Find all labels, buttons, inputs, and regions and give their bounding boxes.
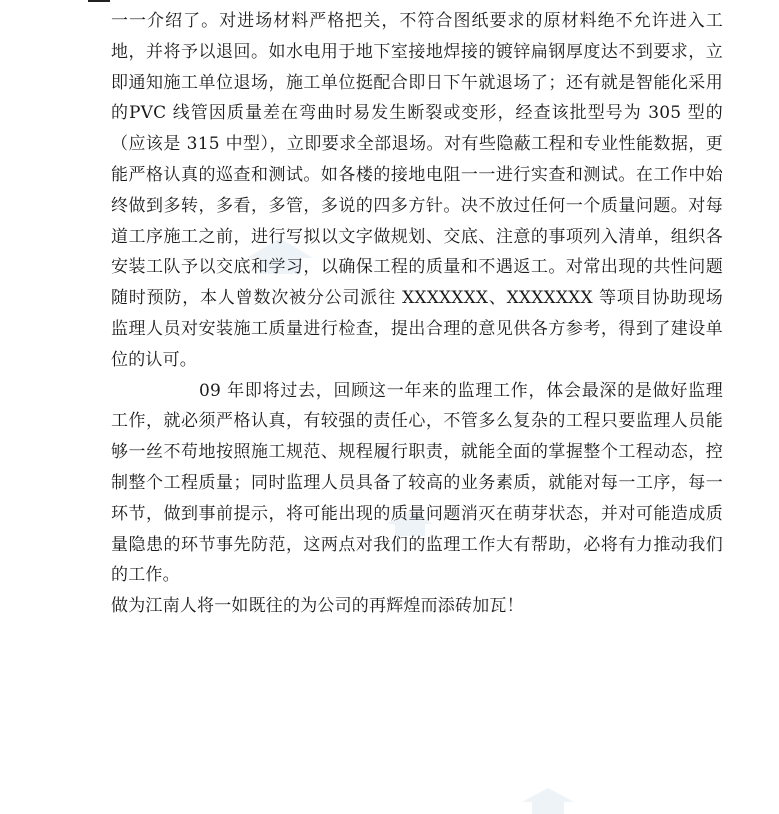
body-paragraph-1: 一一介绍了。对进场材料严格把关，不符合图纸要求的原材料绝不允许进入工地，并将予以退回。如水电用于地下室接地焊接的镀锌扁钢厚度达不到要求，立即通知施工单位退场，施工单位挺配合即日下午就退场了；还有就是智能化采用的PVC 线管因质量差在弯曲时易发生断裂或变形，经查该批型号为 305 型的（应该是 315 中型），立即要求全部退场。对有些隐蔽工程和专业性能数据，更能严格认真的巡查和测试。如各楼的接地电阻一一进行实查和测试。在工作中始终做到多转，多看，多管，多说的四多方针。决不放过任何一个质量问题。对每道工序施工之前，进行写拟以文字做规划、交底、注意的事项列入清单，组织各安装工队予以交底和学习，以确保工程的质量和不遇返工。对常出现的共性问题随时预防，本人曾数次被分公司派往 XXXXXXX、XXXXXXX 等项目协助现场监理人员对安装施工质量进行检查，提出合理的意见供各方参考，得到了建设单位的认可。 bbox=[111, 11, 723, 370]
document-body bbox=[111, 6, 723, 622]
header-rule bbox=[88, 0, 110, 2]
body-paragraph-2: 09 年即将过去，回顾这一年来的监理工作，体会最深的是做好监理工作，就必须严格认真，有较强的责任心，不管多么复杂的工程只要监理人员能够一丝不苟地按照施工规范、规程履行职责，就能全面的掌握整个工程动态，控制整个工程质量；同时监理人员具备了较高的业务素质，就能对每一工序，每一环节，做到事前提示，将可能出现的质量问题消灭在萌芽状态，并对可能造成质量隐患的环节事先防范，这两点对我们的监理工作大有帮助，必将有力推动我们的工作。 bbox=[111, 380, 723, 586]
building-watermark-icon bbox=[520, 786, 576, 814]
closing-paragraph: 做为江南人将一如既往的为公司的再辉煌而添砖加瓦！ bbox=[111, 596, 524, 617]
